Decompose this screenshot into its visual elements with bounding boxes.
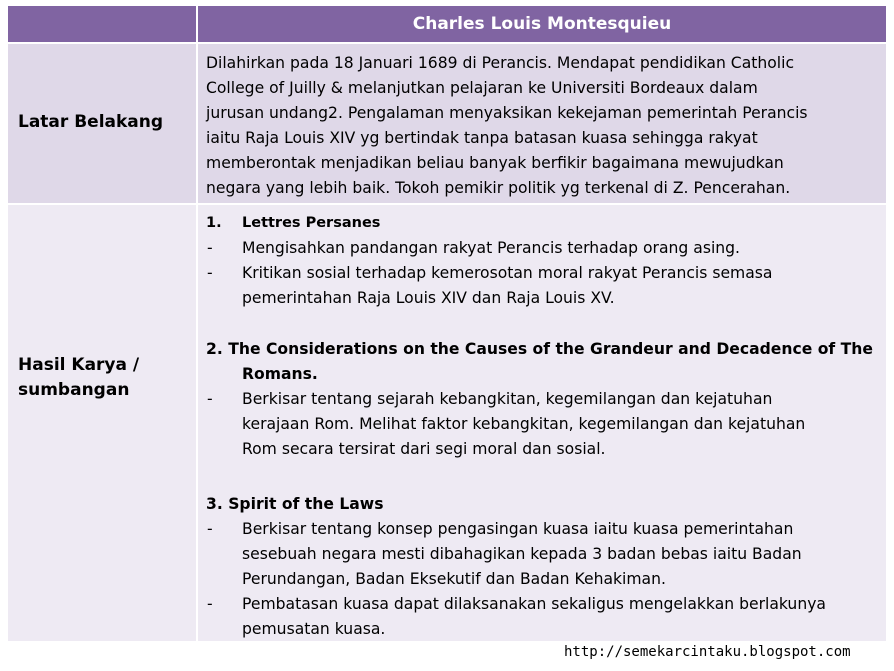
- header-title: Charles Louis Montesquieu: [198, 6, 886, 42]
- work-3-bullet-1-cont: [198, 542, 886, 567]
- paragraph-line: College of Juilly & melanjutkan pelajaran ke Universiti Bordeaux dalam: [206, 79, 758, 97]
- montesquieu-table: [8, 6, 886, 641]
- bullet-dash: -: [207, 239, 213, 257]
- bullet-text: sesebuah negara mesti dibahagikan kepada 3 badan bebas iaitu Badan: [242, 545, 802, 563]
- work-2-bullet-1-cont: [198, 437, 886, 462]
- bullet-text: kerajaan Rom. Melihat faktor kebangkitan, kegemilangan dan kejatuhan: [242, 415, 806, 433]
- paragraph-line: jurusan undang2. Pengalaman menyaksikan kekejaman pemerintah Perancis: [206, 104, 808, 122]
- hasil-karya-content: [198, 205, 886, 641]
- work-1-number: 1.: [206, 215, 222, 231]
- hasil-karya-label: [18, 353, 139, 403]
- work-3: [198, 492, 886, 642]
- work-3-bullet-1-cont: [198, 567, 886, 592]
- hasil-karya-row: [8, 205, 886, 641]
- bullet-text: Mengisahkan pandangan rakyat Perancis terhadap orang asing.: [242, 239, 741, 257]
- work-1: [198, 211, 886, 311]
- hasil-karya-label-line2: sumbangan: [18, 380, 130, 400]
- paragraph-line: iaitu Raja Louis XIV yg bertindak tanpa batasan kuasa sehingga rakyat: [206, 129, 758, 147]
- latar-belakang-paragraph: [206, 51, 878, 201]
- work-2-bullet-1: [198, 387, 886, 412]
- latar-belakang-content: [198, 44, 886, 203]
- work-3-title: 3. Spirit of the Laws: [206, 495, 384, 513]
- work-2-title-cont: Romans.: [242, 365, 318, 383]
- latar-belakang-row: [8, 44, 886, 203]
- hasil-karya-label-cell: [8, 205, 196, 641]
- work-2-heading-cont: [198, 362, 886, 387]
- bullet-dash: -: [207, 595, 213, 613]
- paragraph-line: Dilahirkan pada 18 Januari 1689 di Perancis. Mendapat pendidikan Catholic: [206, 54, 795, 72]
- bullet-dash: -: [207, 390, 213, 408]
- work-2-title: 2. The Considerations on the Causes of the Grandeur and Decadence of The: [206, 340, 873, 358]
- blog-url: http://semekarcintaku.blogspot.com: [564, 644, 851, 660]
- work-3-heading: [198, 492, 886, 517]
- work-1-bullet-2-cont: [198, 286, 886, 311]
- bullet-dash: -: [207, 520, 213, 538]
- bullet-text: Perundangan, Badan Eksekutif dan Badan Kehakiman.: [242, 570, 666, 588]
- bullet-text: Berkisar tentang sejarah kebangkitan, kegemilangan dan kejatuhan: [242, 390, 773, 408]
- latar-belakang-label: Latar Belakang: [18, 112, 164, 132]
- bullet-text: Berkisar tentang konsep pengasingan kuasa iaitu kuasa pemerintahan: [242, 520, 794, 538]
- bullet-text: pemusatan kuasa.: [242, 620, 386, 638]
- hasil-karya-label-line1: Hasil Karya /: [18, 355, 140, 375]
- work-2-bullet-1-cont: [198, 412, 886, 437]
- work-1-heading: [198, 211, 886, 236]
- paragraph-line: memberontak menjadikan beliau banyak berfikir bagaimana mewujudkan: [206, 154, 784, 172]
- work-3-bullet-2-cont: [198, 617, 886, 642]
- work-3-bullet-2: [198, 592, 886, 617]
- work-1-title: Lettres Persanes: [242, 215, 381, 231]
- work-2-heading: [198, 337, 886, 362]
- paragraph-line: negara yang lebih baik. Tokoh pemikir politik yg terkenal di Z. Pencerahan.: [206, 179, 791, 197]
- header-row: [8, 6, 886, 42]
- work-2: [198, 337, 886, 462]
- header-label-cell: [8, 6, 196, 42]
- bullet-text: pemerintahan Raja Louis XIV dan Raja Louis XV.: [242, 289, 615, 307]
- work-1-bullet-2: [198, 261, 886, 286]
- bullet-text: Pembatasan kuasa dapat dilaksanakan sekaligus mengelakkan berlakunya: [242, 595, 826, 613]
- work-3-bullet-1: [198, 517, 886, 542]
- bullet-dash: -: [207, 264, 213, 282]
- bullet-text: Rom secara tersirat dari segi moral dan sosial.: [242, 440, 606, 458]
- work-1-bullet-1: [198, 236, 886, 261]
- latar-belakang-label-cell: [8, 44, 196, 203]
- bullet-text: Kritikan sosial terhadap kemerosotan moral rakyat Perancis semasa: [242, 264, 773, 282]
